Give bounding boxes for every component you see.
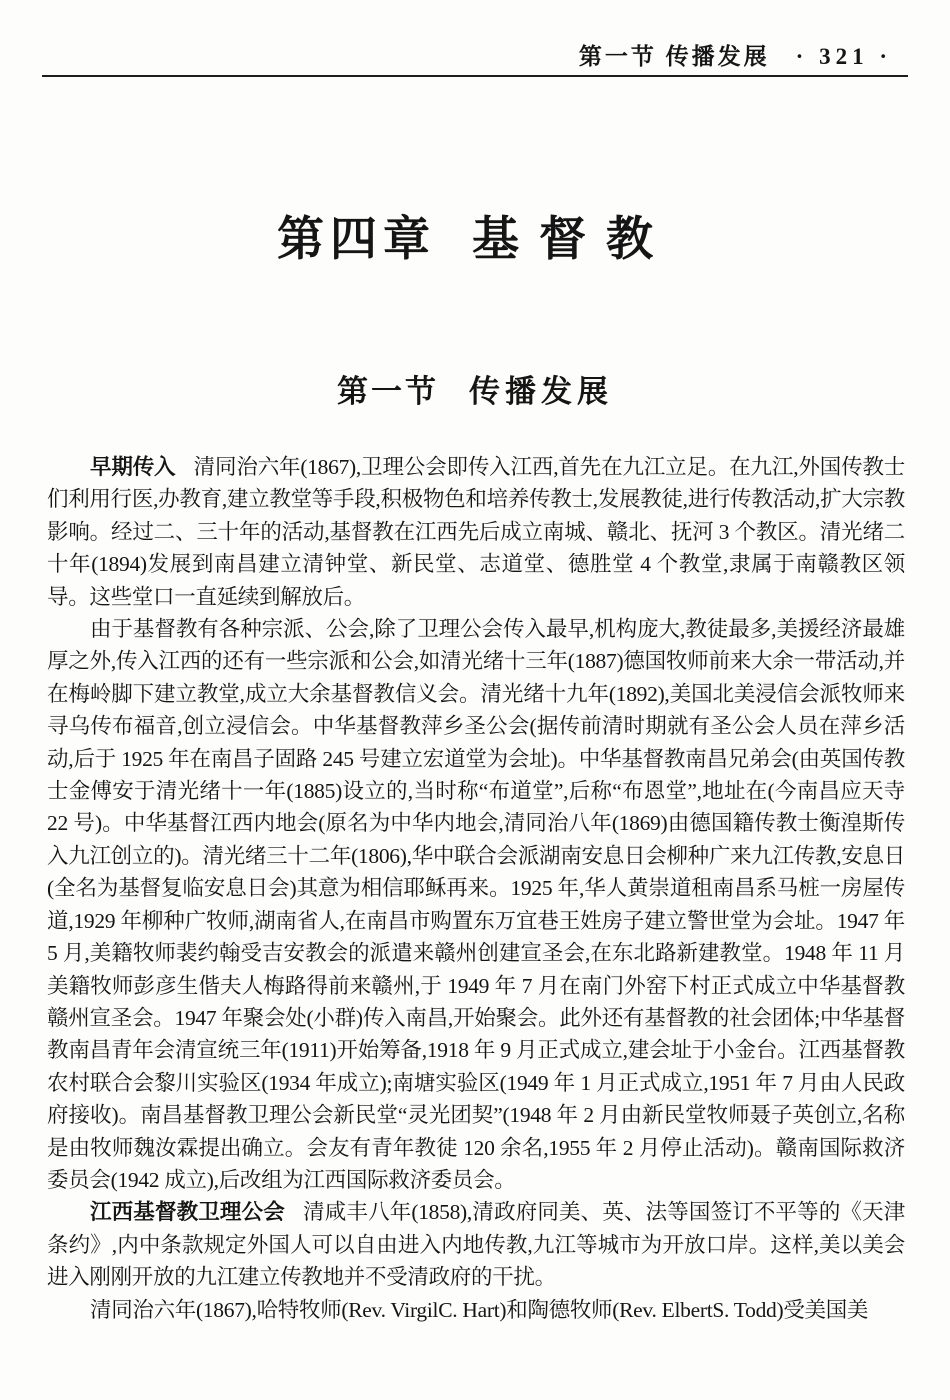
running-header-title: 第一节 传播发展 bbox=[578, 44, 770, 69]
chapter-title bbox=[0, 202, 950, 269]
paragraph-text: 清同治六年(1867),哈特牧师(Rev. VirgilC. Hart)和陶德牧师(Rev. ElbertS. Todd)受美国美 bbox=[90, 1297, 869, 1322]
chapter-name: 基督教 bbox=[472, 214, 673, 266]
paragraph-early-intro bbox=[47, 451, 905, 613]
paragraph-missionaries bbox=[47, 1294, 905, 1326]
paragraph-text: 清同治六年(1867),卫理公会即传入江西,首先在九江立足。在九江,外国传教士们利用行医,办教育,建立教堂等手段,积极物色和培养传教士,发展教徒,进行传教活动,扩大宗教影响。经过二、三十年的活动,基督教在江西先后成立南城、赣北、抚河 3 个教区。清光绪二十年(1894)发展到南昌建立清钟堂、新民堂、志道堂、德胜堂 4 个教堂,隶属于南赣教区领导。这些堂口一直延续到解放后。 bbox=[47, 455, 906, 609]
paragraph-methodist-church bbox=[47, 1196, 905, 1293]
paragraph-text: 清咸丰八年(1858),清政府同美、英、法等国签订不平等的《天津条约》,内中条款规定外国人可以自由进入内地传教,九江等城市为开放口岸。这样,美以美会进入刚刚开放的九江建立传教地并不受清政府的干扰。 bbox=[47, 1200, 905, 1290]
paragraph-run-in-heading: 江西基督教卫理公会 bbox=[90, 1200, 285, 1225]
section-title bbox=[0, 366, 950, 411]
running-header bbox=[45, 38, 892, 71]
page-number: · 321 · bbox=[795, 44, 892, 69]
chapter-label: 第四章 bbox=[277, 214, 436, 266]
paragraph-text: 由于基督教有各种宗派、公会,除了卫理公会传入最早,机构庞大,教徒最多,美援经济最雄厚之外,传入江西的还有一些宗派和公会,如清光绪十三年(1887)德国牧师前来大余一带活动,并在梅岭脚下建立教堂,成立大余基督教信义会。清光绪十九年(1892),美国北美浸信会派牧师来寻乌传布福音,创立浸信会。中华基督教萍乡圣公会(据传前清时期就有圣公会人员在萍乡活动,后于 1925 年在南昌子固路 245 号建立宏道堂为会址)。中华基督教南昌兄弟会(由英国传教士金傅安于清光绪十一年(1885)设立的,当时称“布道堂”,后称“布恩堂”,地址在(今南昌应天寺 22 号)。中华基督江西内地会(原名为中华内地会,清同治八年(1869)由德国籍传教士衡湟斯传入九江创立的)。清光绪三十二年(1806),华中联合会派湖南安息日会柳种广来九江传教,安息日(全名为基督复临安息日会)其意为相信耶稣再来。1925 年,华人黄崇道租南昌系马桩一房屋传道,1929 年柳种广牧师,湖南省人,在南昌市购置东万宜巷王姓房子建立警世堂为会址。1947 年 5 月,美籍牧师裴约翰受吉安教会的派遣来赣州创建宣圣会,在东北路新建教堂。1948 年 11 月美籍牧师彭彦生偕夫人梅路得前来赣州,于 1949 年 7 月在南门外窑下村正式成立中华基督教赣州宣圣会。1947 年聚会处(小群)传入南昌,开始聚会。此外还有基督教的社会团体;中华基督教南昌青年会清宣统三年(1911)开始筹备,1918 年 9 月正式成立,建会址于小金台。江西基督教农村联合会黎川实验区(1934 年成立);南塘实验区(1949 年 1 月正式成立,1951 年 7 月由人民政府接收)。南昌基督教卫理公会新民堂“灵光团契”(1948 年 2 月由新民堂牧师聂子英创立,名称是由牧师魏汝霖提出确立。会友有青年教徒 120 余名,1955 年 2 月停止活动)。赣南国际救济委员会(1942 成立),后改组为江西国际救济委员会。 bbox=[47, 617, 905, 1192]
section-label: 第一节 bbox=[337, 374, 439, 409]
section-name: 传播发展 bbox=[469, 374, 613, 409]
header-rule bbox=[42, 75, 908, 77]
body-text bbox=[47, 451, 905, 1326]
paragraph-denominations bbox=[47, 613, 905, 1196]
paragraph-run-in-heading: 早期传入 bbox=[90, 455, 176, 479]
